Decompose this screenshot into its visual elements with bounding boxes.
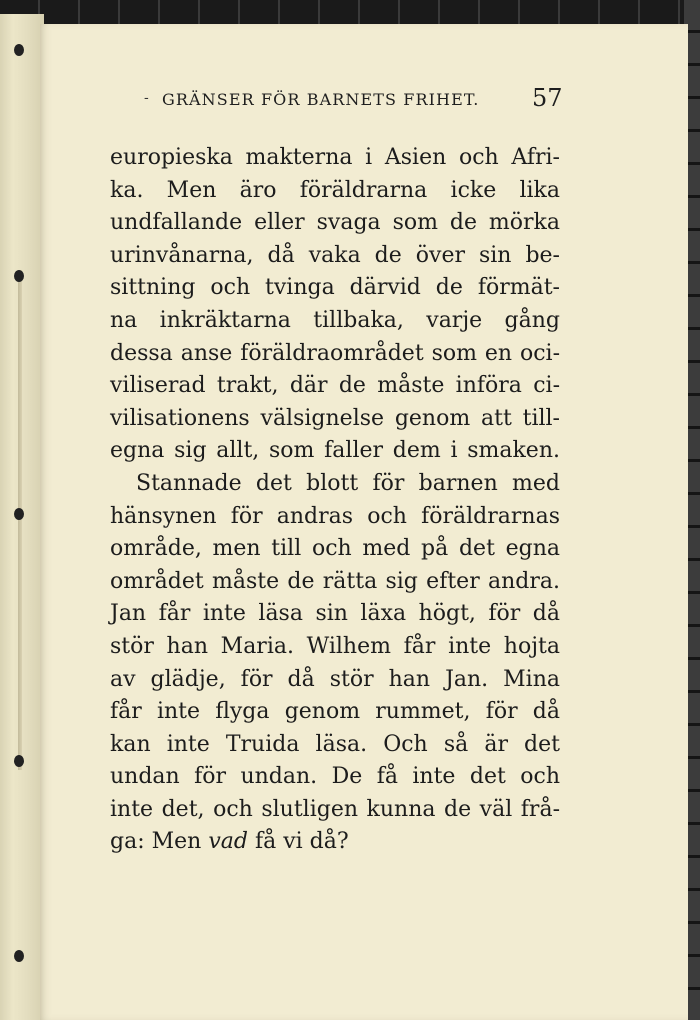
- text-line: europieska makterna i Asien och Afri-: [110, 145, 560, 170]
- text-line: na inkräktarna tillbaka, varje gång: [110, 307, 560, 333]
- text-line: vilisationens välsignelse genom att till-: [110, 405, 560, 431]
- page-header: [40, 84, 688, 124]
- spine-fold: [18, 270, 22, 770]
- text-line: området måste de rätta sig efter andra.: [110, 568, 560, 594]
- text-line: hänsynen för andras och föräldrarnas: [110, 503, 560, 529]
- text-line: ka. Men äro föräldrarna icke lika: [110, 177, 560, 203]
- text-line: område, men till och med på det egna: [110, 536, 560, 562]
- text-line: sittning och tvinga därvid de förmät-: [110, 275, 560, 301]
- binding-thread-mark: [14, 270, 24, 282]
- last-line-start: ga: Men: [110, 829, 209, 855]
- emphasized-word: vad: [208, 829, 248, 855]
- text-line: inte det, och slutligen kunna de väl frå-: [110, 796, 560, 822]
- text-line: dessa anse föräldraområdet som en oci-: [110, 340, 560, 366]
- running-head: GRÄNSER FÖR BARNETS FRIHET.: [162, 90, 480, 109]
- body-text: [110, 142, 560, 859]
- text-line: Jan får inte läsa sin läxa högt, för då: [110, 601, 560, 627]
- last-line-end: få vi då?: [247, 829, 349, 855]
- text-line: urinvånarna, då vaka de över sin be-: [110, 242, 560, 268]
- text-line: egna sig allt, som faller dem i smaken.: [110, 438, 560, 464]
- text-line: kan inte Truida läsa. Och så är det: [110, 731, 560, 757]
- binding-thread-mark: [14, 508, 24, 520]
- text-line: undan för undan. De få inte det och: [110, 764, 560, 790]
- binding-thread-mark: [14, 44, 24, 56]
- binding-thread-mark: [14, 755, 24, 767]
- page-number: 57: [532, 84, 563, 112]
- book-page: [40, 24, 688, 1020]
- binding-thread-mark: [14, 950, 24, 962]
- text-line: viliserad trakt, där de måste införa ci-: [110, 373, 560, 399]
- paragraph-first-line: Stannade det blott för barnen med: [136, 470, 560, 496]
- text-line: av glädje, för då stör han Jan. Mina: [110, 666, 560, 692]
- text-line: stör han Maria. Wilhem får inte hojta: [110, 633, 560, 659]
- text-line: får inte flyga genom rummet, för då: [110, 699, 560, 725]
- header-mark: ‐: [144, 90, 149, 106]
- text-line: undfallande eller svaga som de mörka: [110, 210, 560, 236]
- text-line-last: [110, 826, 560, 859]
